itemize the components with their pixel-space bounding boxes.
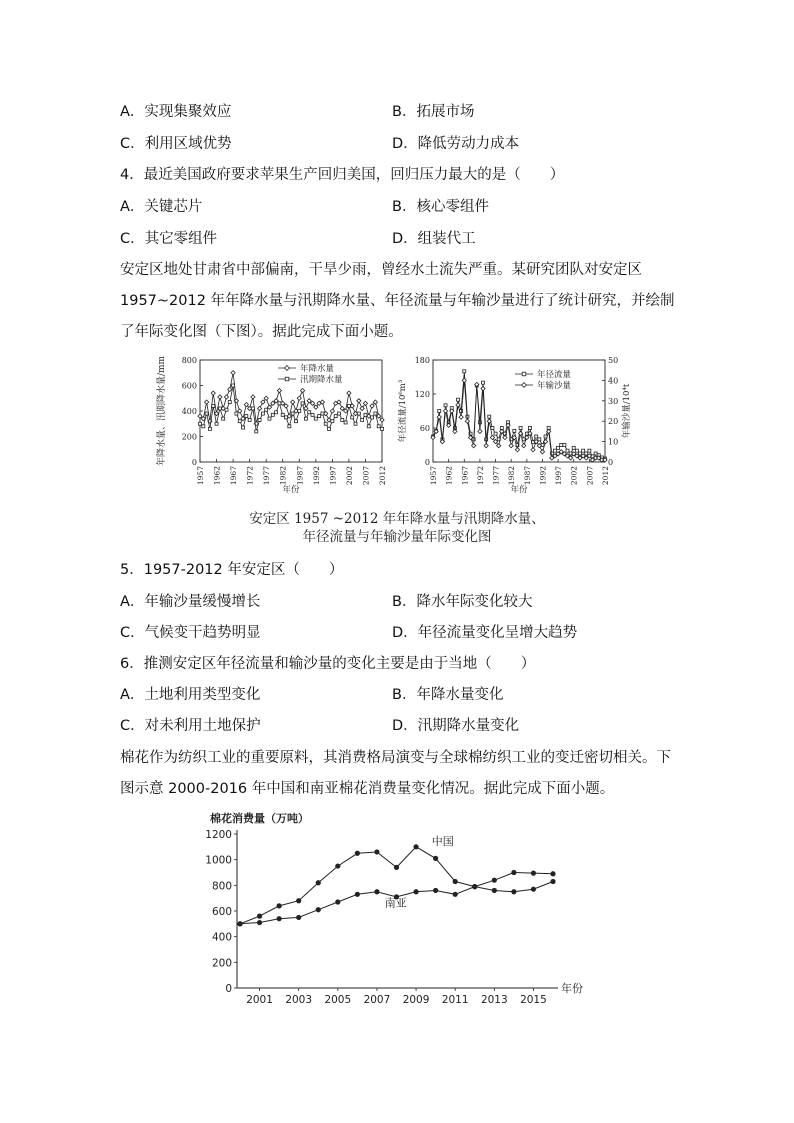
data-point bbox=[444, 404, 447, 407]
data-point bbox=[531, 871, 536, 876]
data-point bbox=[285, 416, 288, 419]
x-tick-label: 1957 bbox=[429, 466, 438, 486]
data-point bbox=[515, 448, 519, 452]
legend-marker bbox=[522, 372, 526, 376]
series-line-china bbox=[240, 847, 553, 924]
data-point bbox=[585, 452, 588, 455]
data-point bbox=[374, 412, 377, 415]
legend-label: 汛期降水量 bbox=[300, 375, 343, 385]
x-axis-label: 年份 bbox=[510, 485, 528, 495]
data-point bbox=[341, 418, 344, 421]
data-point bbox=[594, 452, 597, 455]
x-tick-label: 1987 bbox=[522, 466, 532, 486]
y-tick-label: 120 bbox=[414, 390, 430, 399]
data-point bbox=[248, 418, 251, 421]
data-point bbox=[550, 871, 555, 876]
data-point bbox=[291, 412, 294, 415]
data-point bbox=[364, 413, 367, 416]
y-tick-label: 0 bbox=[191, 458, 197, 467]
legend-label: 年降水量 bbox=[300, 364, 335, 374]
data-point bbox=[245, 415, 248, 418]
annotation-south-asia: 南亚 bbox=[384, 896, 407, 910]
data-point bbox=[531, 887, 536, 892]
data-point bbox=[433, 888, 438, 893]
data-point bbox=[232, 384, 235, 387]
x-tick-label: 1977 bbox=[491, 466, 501, 486]
q4-option-d: D．组装代工 bbox=[392, 231, 476, 247]
q6-option-d: D．汛期降水量变化 bbox=[392, 718, 520, 734]
data-point bbox=[251, 395, 255, 399]
data-point bbox=[463, 370, 466, 373]
y-tick-label: 600 bbox=[181, 381, 197, 391]
data-point bbox=[237, 921, 242, 926]
data-point bbox=[238, 420, 241, 423]
q5-option-a: A．年输沙量缓慢增长 bbox=[120, 594, 261, 610]
data-point bbox=[367, 425, 370, 428]
data-point bbox=[211, 391, 215, 395]
legend-marker bbox=[522, 383, 527, 388]
data-point bbox=[503, 435, 507, 439]
data-point bbox=[321, 412, 324, 415]
data-point bbox=[218, 407, 221, 410]
data-point bbox=[296, 915, 301, 920]
data-point bbox=[511, 889, 516, 894]
data-point bbox=[472, 884, 477, 889]
y2-tick-label: 0 bbox=[608, 458, 614, 467]
x-tick-label: 2013 bbox=[480, 994, 508, 1006]
y-tick-label: 400 bbox=[181, 407, 197, 416]
x-tick-label: 1982 bbox=[507, 466, 517, 486]
data-point bbox=[457, 398, 460, 401]
x-tick-label: 1972 bbox=[245, 466, 255, 486]
x-tick-label: 1962 bbox=[212, 466, 222, 486]
data-point bbox=[301, 402, 304, 405]
x-tick-label: 2007 bbox=[585, 466, 595, 486]
data-point bbox=[224, 395, 228, 399]
data-point bbox=[335, 899, 340, 904]
passage-andingqu: 安定区地处甘肃省中部偏南，干旱少雨，曾经水土流失严重。某研究团队对安定区 1957~2012 年年降水量与汛期降水量、年径流量与年输沙量进行了统计研究，并绘制了年际变化图（下图）。据此完成下面小题。 bbox=[120, 262, 675, 340]
data-point bbox=[331, 420, 334, 423]
data-point bbox=[316, 880, 321, 885]
data-point bbox=[538, 438, 541, 441]
data-point bbox=[296, 898, 301, 903]
data-point bbox=[202, 425, 205, 428]
data-point bbox=[453, 892, 458, 897]
x-tick-label: 1982 bbox=[278, 466, 288, 486]
q3-option-a: A．实现集聚效应 bbox=[120, 104, 232, 120]
y2-axis-label: 年输沙量/10⁴t bbox=[622, 383, 632, 439]
x-tick-label: 2005 bbox=[324, 994, 352, 1006]
q5-option-b: B．降水年际变化较大 bbox=[392, 594, 533, 610]
legend-marker bbox=[285, 377, 289, 381]
data-point bbox=[355, 892, 360, 897]
data-point bbox=[578, 452, 581, 455]
y-tick-label: 200 bbox=[211, 957, 232, 970]
data-point bbox=[337, 412, 340, 415]
q6-option-b: B．年降水量变化 bbox=[392, 687, 504, 703]
data-point bbox=[297, 396, 301, 400]
data-point bbox=[453, 879, 458, 884]
y-tick-label: 600 bbox=[211, 906, 232, 918]
data-point bbox=[491, 427, 494, 430]
data-point bbox=[255, 430, 258, 433]
data-point bbox=[288, 425, 291, 428]
data-point bbox=[334, 415, 337, 418]
data-point bbox=[540, 450, 544, 454]
x-tick-label: 2015 bbox=[520, 994, 547, 1006]
x-tick-label: 2011 bbox=[441, 994, 469, 1006]
data-point bbox=[235, 412, 238, 415]
data-point bbox=[377, 425, 380, 428]
data-point bbox=[231, 371, 235, 375]
data-point bbox=[277, 389, 281, 393]
data-point bbox=[344, 421, 347, 424]
data-point bbox=[215, 422, 218, 425]
data-point bbox=[478, 429, 482, 433]
data-point bbox=[566, 449, 569, 452]
x-tick-label: 1967 bbox=[460, 466, 470, 486]
data-point bbox=[433, 856, 438, 861]
q4-option-a: A．关键芯片 bbox=[120, 199, 203, 215]
data-point bbox=[519, 427, 522, 430]
data-point bbox=[494, 432, 497, 435]
x-tick-label: 1957 bbox=[196, 466, 205, 486]
data-point bbox=[205, 412, 208, 415]
y-tick-label: 200 bbox=[181, 432, 197, 442]
data-point bbox=[318, 415, 321, 418]
data-point bbox=[257, 920, 262, 925]
data-point bbox=[268, 417, 271, 420]
data-point bbox=[212, 404, 215, 407]
y2-tick-label: 20 bbox=[608, 417, 619, 427]
data-point bbox=[304, 406, 308, 410]
x-tick-label: 2002 bbox=[344, 466, 354, 486]
q6-stem: 6．推测安定区年径流量和输沙量的变化主要是由于当地（ ） bbox=[120, 656, 536, 672]
x-tick-label: 2009 bbox=[402, 994, 430, 1006]
x-tick-label: 1997 bbox=[554, 466, 564, 486]
figure-cotton-consumption-chart bbox=[200, 808, 610, 1008]
q4-option-c: C．其它零组件 bbox=[120, 231, 218, 247]
data-point bbox=[205, 400, 209, 404]
data-point bbox=[535, 435, 538, 438]
y2-tick-label: 30 bbox=[608, 396, 619, 406]
data-point bbox=[361, 418, 364, 421]
figure-runoff-sediment-chart bbox=[393, 352, 638, 502]
data-point bbox=[553, 449, 556, 452]
q5-option-c: C．气候变干趋势明显 bbox=[120, 625, 261, 641]
y-axis-label: 棉花消费量（万吨） bbox=[210, 812, 309, 825]
q4-stem: 4．最近美国政府要求苹果生产回归美国，回归压力最大的是（ ） bbox=[120, 167, 565, 183]
data-point bbox=[222, 417, 225, 420]
data-point bbox=[588, 449, 591, 452]
data-point bbox=[363, 401, 367, 405]
y-tick-label: 60 bbox=[419, 424, 430, 433]
x-tick-label: 2002 bbox=[569, 466, 579, 486]
q3-option-c: C．利用区域优势 bbox=[120, 136, 232, 152]
q3-option-d: D．降低劳动力成本 bbox=[392, 136, 520, 152]
data-point bbox=[438, 410, 441, 413]
data-point bbox=[330, 409, 334, 413]
data-point bbox=[311, 413, 314, 416]
data-point bbox=[335, 863, 340, 868]
data-point bbox=[271, 413, 274, 416]
x-tick-label: 1962 bbox=[444, 466, 454, 486]
data-point bbox=[347, 404, 350, 407]
data-point bbox=[347, 391, 351, 395]
x-tick-label: 1987 bbox=[295, 466, 305, 486]
legend-label: 年输沙量 bbox=[537, 381, 572, 391]
passage-cotton: 棉花作为纺织工业的重要原料，其消费格局演变与全球棉纺织工业的变迁密切相关。下图示意 2000-2016 年中国和南亚棉花消费量变化情况。据此完成下面小题。 bbox=[120, 750, 671, 797]
data-point bbox=[550, 879, 555, 884]
x-tick-label: 2007 bbox=[363, 994, 391, 1006]
data-point bbox=[509, 444, 513, 448]
data-point bbox=[225, 408, 228, 411]
data-point bbox=[251, 407, 254, 410]
series-line-sediment bbox=[433, 380, 605, 460]
data-point bbox=[481, 386, 485, 390]
data-point bbox=[572, 446, 575, 449]
y-axis-label: 年降水量、汛期降水量/mm bbox=[157, 355, 167, 467]
data-point bbox=[278, 402, 281, 405]
data-point bbox=[557, 446, 560, 449]
y-tick-label: 0 bbox=[424, 458, 430, 467]
data-point bbox=[488, 415, 491, 418]
data-point bbox=[357, 399, 361, 403]
x-tick-label: 1997 bbox=[328, 466, 338, 486]
data-point bbox=[308, 411, 311, 414]
data-point bbox=[328, 427, 331, 430]
data-point bbox=[511, 870, 516, 875]
data-point bbox=[513, 429, 516, 432]
annotation-china: 中国 bbox=[431, 834, 454, 848]
data-point bbox=[459, 415, 463, 419]
data-point bbox=[453, 429, 457, 433]
data-point bbox=[371, 416, 374, 419]
x-tick-label: 2012 bbox=[378, 466, 387, 486]
data-point bbox=[324, 422, 327, 425]
data-point bbox=[300, 389, 304, 393]
data-point bbox=[462, 378, 466, 382]
y2-tick-label: 10 bbox=[608, 437, 619, 447]
data-point bbox=[261, 412, 264, 415]
x-tick-label: 1992 bbox=[311, 466, 321, 486]
data-point bbox=[575, 449, 578, 452]
data-point bbox=[413, 844, 418, 849]
data-point bbox=[277, 903, 282, 908]
data-point bbox=[522, 444, 526, 448]
y2-tick-label: 40 bbox=[608, 376, 619, 386]
q4-option-b: B．核心零组件 bbox=[392, 199, 489, 215]
data-point bbox=[394, 865, 399, 870]
data-point bbox=[277, 916, 282, 921]
data-point bbox=[563, 444, 566, 447]
data-point bbox=[228, 387, 232, 391]
y-tick-label: 400 bbox=[211, 931, 232, 944]
q5-option-d: D．年径流量变化呈增大趋势 bbox=[392, 625, 578, 641]
y-tick-label: 800 bbox=[181, 356, 197, 365]
x-axis-label: 年份 bbox=[561, 982, 583, 995]
data-point bbox=[472, 444, 476, 448]
y-tick-label: 800 bbox=[211, 880, 232, 893]
data-point bbox=[275, 411, 278, 414]
data-point bbox=[314, 417, 317, 420]
data-point bbox=[208, 427, 211, 430]
data-point bbox=[560, 444, 563, 447]
y-tick-label: 180 bbox=[414, 356, 430, 365]
y2-tick-label: 50 bbox=[608, 356, 619, 365]
y-tick-label: 1000 bbox=[205, 854, 232, 867]
legend-marker bbox=[285, 366, 290, 371]
data-point bbox=[482, 381, 485, 384]
data-point bbox=[492, 888, 497, 893]
x-tick-label: 2007 bbox=[361, 466, 371, 486]
data-point bbox=[304, 417, 307, 420]
data-point bbox=[531, 448, 535, 452]
x-tick-label: 2001 bbox=[246, 994, 273, 1006]
data-point bbox=[484, 444, 488, 448]
data-point bbox=[298, 410, 301, 413]
figure-precipitation-chart bbox=[150, 352, 390, 502]
data-point bbox=[228, 401, 231, 404]
data-point bbox=[281, 413, 284, 416]
q3-option-b: B．拓展市场 bbox=[392, 104, 475, 120]
x-tick-label: 2012 bbox=[601, 466, 610, 486]
x-tick-label: 1977 bbox=[262, 466, 272, 486]
y-tick-label: 0 bbox=[225, 983, 232, 995]
data-point bbox=[316, 907, 321, 912]
data-point bbox=[294, 420, 297, 423]
y-tick-label: 1200 bbox=[205, 829, 232, 841]
data-point bbox=[257, 914, 262, 919]
data-point bbox=[199, 422, 202, 425]
q6-option-c: C．对未利用土地保护 bbox=[120, 718, 261, 734]
data-point bbox=[257, 406, 261, 410]
data-point bbox=[381, 427, 384, 430]
data-point bbox=[413, 889, 418, 894]
data-point bbox=[360, 406, 364, 410]
q5-stem: 5．1957-2012 年安定区（ ） bbox=[120, 562, 344, 578]
data-point bbox=[218, 395, 222, 399]
data-point bbox=[258, 418, 261, 421]
data-point bbox=[357, 412, 360, 415]
data-point bbox=[374, 849, 379, 854]
q6-option-a: A．土地利用类型变化 bbox=[120, 687, 261, 703]
y-axis-label: 年径流量/10⁶m³ bbox=[398, 379, 408, 443]
x-axis-label: 年份 bbox=[282, 485, 300, 495]
data-point bbox=[528, 427, 531, 430]
figure1-caption-line1: 安定区 1957 ~2012 年年降水量与汛期降水量、 bbox=[249, 511, 545, 527]
x-tick-label: 1967 bbox=[229, 466, 239, 486]
data-point bbox=[354, 422, 357, 425]
data-point bbox=[291, 400, 295, 404]
x-tick-label: 1972 bbox=[475, 466, 485, 486]
figure1-caption-line2: 年径流量与年输沙量年际变化图 bbox=[302, 529, 492, 545]
data-point bbox=[492, 878, 497, 883]
data-point bbox=[242, 426, 245, 429]
x-tick-label: 1992 bbox=[538, 466, 548, 486]
x-tick-label: 2003 bbox=[285, 994, 313, 1006]
data-point bbox=[374, 889, 379, 894]
legend-label: 年径流量 bbox=[537, 370, 572, 380]
data-point bbox=[265, 408, 268, 411]
data-point bbox=[351, 416, 354, 419]
data-point bbox=[582, 449, 585, 452]
data-point bbox=[355, 851, 360, 856]
